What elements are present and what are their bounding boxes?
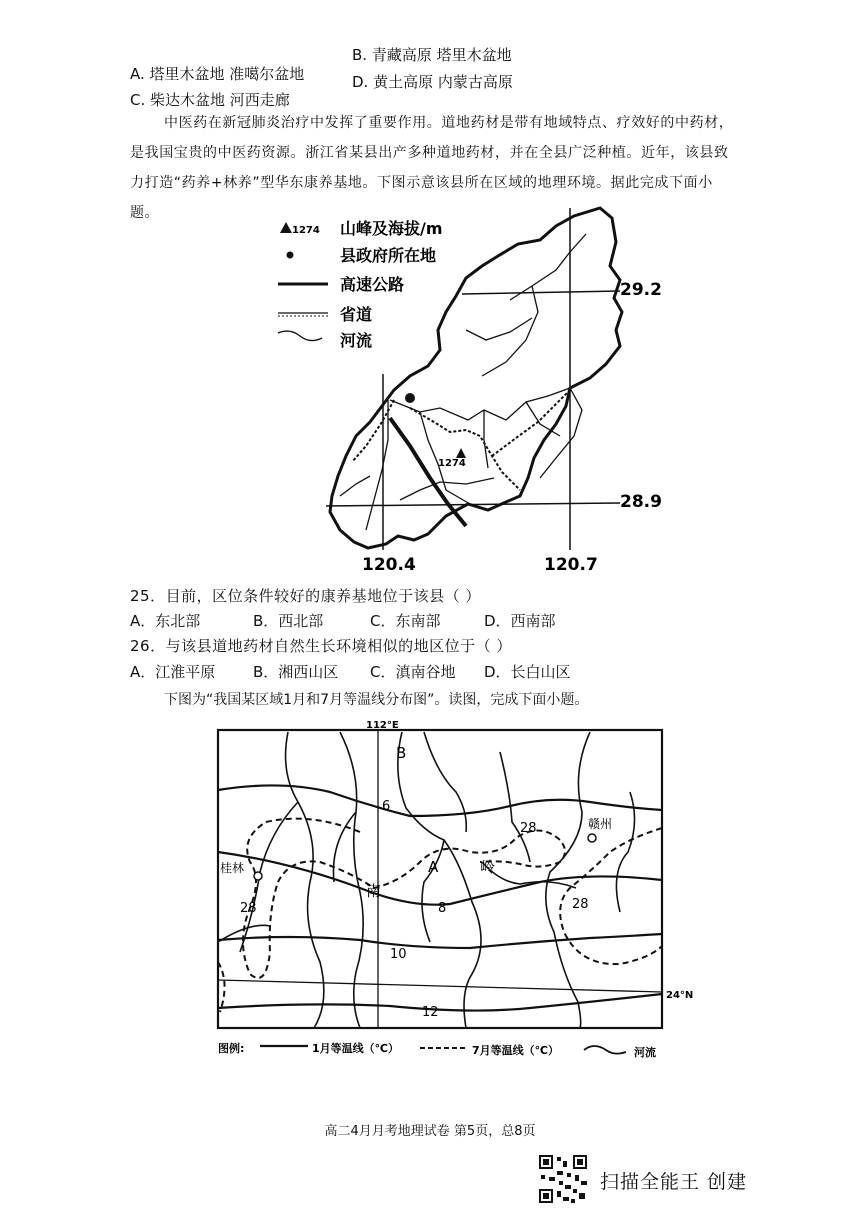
- scanner-watermark: 扫描全能王 创建: [600, 1171, 748, 1193]
- legend-highway: 高速公路: [340, 275, 405, 294]
- lat-line-top: [462, 291, 620, 294]
- iso-10: 10: [390, 947, 407, 962]
- intro1-line2: 是我国宝贵的中医药资源。浙江省某县出产多种道地药材，并在全县广泛种植。近年，该县致: [130, 145, 729, 161]
- q25-option-c: C．东南部: [370, 612, 441, 630]
- county-seat-icon: [287, 252, 294, 259]
- q25-stem: 25．目前，区位条件较好的康养基地位于该县（ ）: [130, 587, 481, 605]
- q25-option-d: D．西南部: [484, 612, 556, 630]
- lon-label: 112°E: [366, 720, 399, 731]
- lat-line-24: [218, 980, 662, 992]
- ganzhou-marker: [588, 834, 596, 842]
- isotherm-legend: [218, 1041, 656, 1059]
- q26-option-b: B．湘西山区: [253, 663, 339, 681]
- iso-12: 12: [422, 1005, 439, 1020]
- intro-paragraph-2: 下图为“我国某区域1月和7月等温线分布图”。读图，完成下面小题。: [164, 692, 589, 708]
- q26-stem: 26．与该县道地药材自然生长环境相似的地区位于（ ）: [130, 637, 512, 655]
- provincial-roads: [352, 390, 570, 490]
- lat-label: 24°N: [666, 990, 694, 1001]
- iso-6: 6: [382, 799, 391, 814]
- peak-icon: [280, 222, 292, 233]
- prev-option-d: D. 黄土高原 内蒙古高原: [352, 73, 513, 91]
- iso-8: 8: [438, 901, 447, 916]
- label-b: B: [396, 744, 407, 762]
- qr-code-icon: [537, 1153, 589, 1205]
- river-legend-icon: [584, 1046, 626, 1054]
- intro1-line4: 题。: [130, 205, 160, 221]
- q25-option-a: A．东北部: [130, 612, 201, 630]
- ganzhou-label: 赣州: [588, 817, 613, 831]
- ling-label: 岭: [480, 858, 496, 876]
- q26-option-d: D．长白山区: [484, 663, 571, 681]
- map-frame: [218, 730, 662, 1028]
- legend-jul: 7月等温线（℃）: [472, 1044, 559, 1057]
- county-seat: [405, 393, 415, 403]
- isotherm-map: [210, 712, 700, 1072]
- prev-option-a: A. 塔里木盆地 准噶尔盆地: [130, 65, 305, 83]
- legend-river-2: 河流: [634, 1046, 656, 1059]
- legend-peak: 山峰及海拔/m: [340, 219, 443, 238]
- legend-peak-code: 1274: [292, 225, 320, 236]
- legend-seat: 县政府所在地: [340, 246, 437, 265]
- iso-28-left: 28: [240, 901, 257, 916]
- nan-label: 南: [366, 882, 382, 900]
- prev-option-b: B. 青藏高原 塔里木盆地: [352, 46, 512, 64]
- page-footer: 高二4月月考地理试卷 第5页，总8页: [324, 1124, 536, 1139]
- rivers-2: [218, 732, 635, 1028]
- q26-option-c: C．滇南谷地: [370, 663, 456, 681]
- q25-option-b: B．西北部: [253, 612, 324, 630]
- iso-28-top: 28: [520, 821, 537, 836]
- river-icon: [278, 331, 322, 340]
- lon-label-right: 120.7: [544, 555, 598, 575]
- guilin-label: 桂林: [220, 861, 245, 875]
- lon-label-left: 120.4: [362, 555, 416, 575]
- intro1-line3: 力打造“药养+林养”型华东康养基地。下图示意该县所在区域的地理环境。据此完成下面小: [130, 175, 713, 191]
- intro1-line1: 中医药在新冠肺炎治疗中发挥了重要作用。道地药材是带有地域特点、疗效好的中药材，: [164, 115, 734, 131]
- legend-provincial: 省道: [340, 305, 373, 324]
- legend-river: 河流: [340, 331, 373, 350]
- guilin-marker: [254, 872, 262, 880]
- peak-marker: [456, 448, 466, 458]
- prev-option-c: C. 柴达木盆地 河西走廊: [130, 91, 290, 109]
- lat-label-bottom: 28.9: [620, 492, 662, 512]
- peak-label: 1274: [438, 458, 466, 469]
- lat-label-top: 29.2: [620, 280, 662, 300]
- county-map: [270, 200, 662, 580]
- label-a: A: [428, 858, 439, 876]
- iso-28-right: 28: [572, 897, 589, 912]
- highway: [390, 418, 466, 526]
- q26-option-a: A．江淮平原: [130, 663, 216, 681]
- legend-jan: 1月等温线（℃）: [312, 1042, 399, 1055]
- county-map-legend: [278, 219, 443, 350]
- legend-title: 图例:: [218, 1042, 245, 1055]
